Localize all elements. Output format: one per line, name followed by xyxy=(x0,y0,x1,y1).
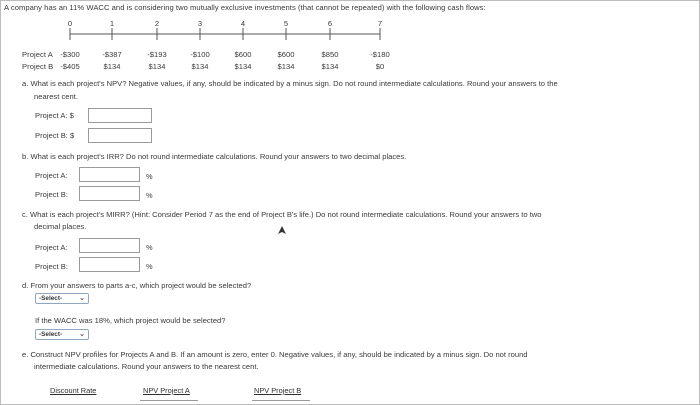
part-c-label-a: Project A: xyxy=(35,243,68,252)
cash-flow-cell: $850 xyxy=(321,50,339,59)
part-e-question-cont: intermediate calculations. Round your answers to the nearest cent. xyxy=(34,362,259,371)
percent-sign: % xyxy=(146,172,153,181)
cash-flow-cell: -$405 xyxy=(60,62,80,71)
part-c-label-b: Project B: xyxy=(35,262,68,271)
mirr-project-a-input[interactable] xyxy=(79,238,140,253)
project-select-dropdown[interactable] xyxy=(35,293,89,304)
period-label: 3 xyxy=(197,19,203,28)
part-b-label-a: Project A: xyxy=(35,171,68,180)
select-label: -Select- xyxy=(39,331,63,338)
percent-sign: % xyxy=(146,191,153,200)
part-d-question: d. From your answers to parts a-c, which project would be selected? xyxy=(22,281,252,290)
mirr-project-b-input[interactable] xyxy=(79,257,140,272)
cash-flow-cell: $134 xyxy=(321,62,339,71)
cash-flow-cell: $600 xyxy=(277,50,295,59)
column-header-npv-a: NPV Project A xyxy=(143,386,190,395)
project-select-dropdown-18[interactable] xyxy=(35,329,89,340)
percent-sign: % xyxy=(146,243,153,252)
problem-intro: A company has an 11% WACC and is considering two mutually exclusive investments (that cannot be repeated) with the following cash flows: xyxy=(4,3,486,12)
project-a-label: Project A xyxy=(22,50,53,59)
period-label: 1 xyxy=(109,19,115,28)
mouse-cursor-icon xyxy=(278,226,286,236)
cash-flow-cell: -$180 xyxy=(370,50,390,59)
period-label: 7 xyxy=(377,19,383,28)
period-label: 0 xyxy=(67,19,73,28)
part-c-question: c. What is each project's MIRR? (Hint: Consider Period 7 as the end of Project B's life.) Do not round intermediate calculations. Round your answers to two xyxy=(22,210,542,219)
column-header-discount-rate: Discount Rate xyxy=(50,386,97,395)
cash-flow-cell: $134 xyxy=(103,62,121,71)
part-a-question-cont: nearest cent. xyxy=(34,92,78,101)
cash-flow-cell: -$193 xyxy=(147,50,167,59)
percent-sign: % xyxy=(146,262,153,271)
cash-flow-cell: $134 xyxy=(191,62,209,71)
cash-flow-cell: -$100 xyxy=(190,50,210,59)
irr-project-b-input[interactable] xyxy=(79,186,140,201)
part-b-question: b. What is each project's IRR? Do not round intermediate calculations. Round your answers to two decimal places. xyxy=(22,152,407,161)
part-e-question: e. Construct NPV profiles for Projects A and B. If an amount is zero, enter 0. Negative values, if any, should be indicated by a minus sign. Do not round xyxy=(22,350,528,359)
column-header-npv-b: NPV Project B xyxy=(254,386,302,395)
table-divider xyxy=(140,400,198,401)
cash-flow-cell: $600 xyxy=(234,50,252,59)
project-b-label: Project B xyxy=(22,62,54,71)
select-label: -Select- xyxy=(39,295,63,302)
part-a-label-b: Project B: $ xyxy=(35,131,75,140)
cash-flow-cell: -$387 xyxy=(102,50,122,59)
chevron-down-icon: ⌄ xyxy=(79,331,85,338)
npv-project-b-input[interactable] xyxy=(88,128,152,143)
period-label: 2 xyxy=(154,19,160,28)
period-label: 6 xyxy=(327,19,333,28)
cash-flow-cell: -$300 xyxy=(60,50,80,59)
part-b-label-b: Project B: xyxy=(35,190,68,199)
part-a-question: a. What is each project's NPV? Negative values, if any, should be indicated by a minus sign. Do not round intermediate calculations. Round your answers to the xyxy=(22,79,558,88)
cash-flow-cell: $134 xyxy=(148,62,166,71)
table-divider xyxy=(252,400,310,401)
part-d-followup: If the WACC was 18%, which project would be selected? xyxy=(35,316,226,325)
cash-flow-cell: $134 xyxy=(277,62,295,71)
chevron-down-icon: ⌄ xyxy=(79,295,85,302)
period-label: 5 xyxy=(283,19,289,28)
period-label: 4 xyxy=(240,19,246,28)
cash-flow-cell: $0 xyxy=(375,62,385,71)
cash-flow-cell: $134 xyxy=(234,62,252,71)
irr-project-a-input[interactable] xyxy=(79,167,140,182)
npv-project-a-input[interactable] xyxy=(88,108,152,123)
part-c-question-cont: decimal places. xyxy=(34,222,87,231)
part-a-label-a: Project A: $ xyxy=(35,111,74,120)
